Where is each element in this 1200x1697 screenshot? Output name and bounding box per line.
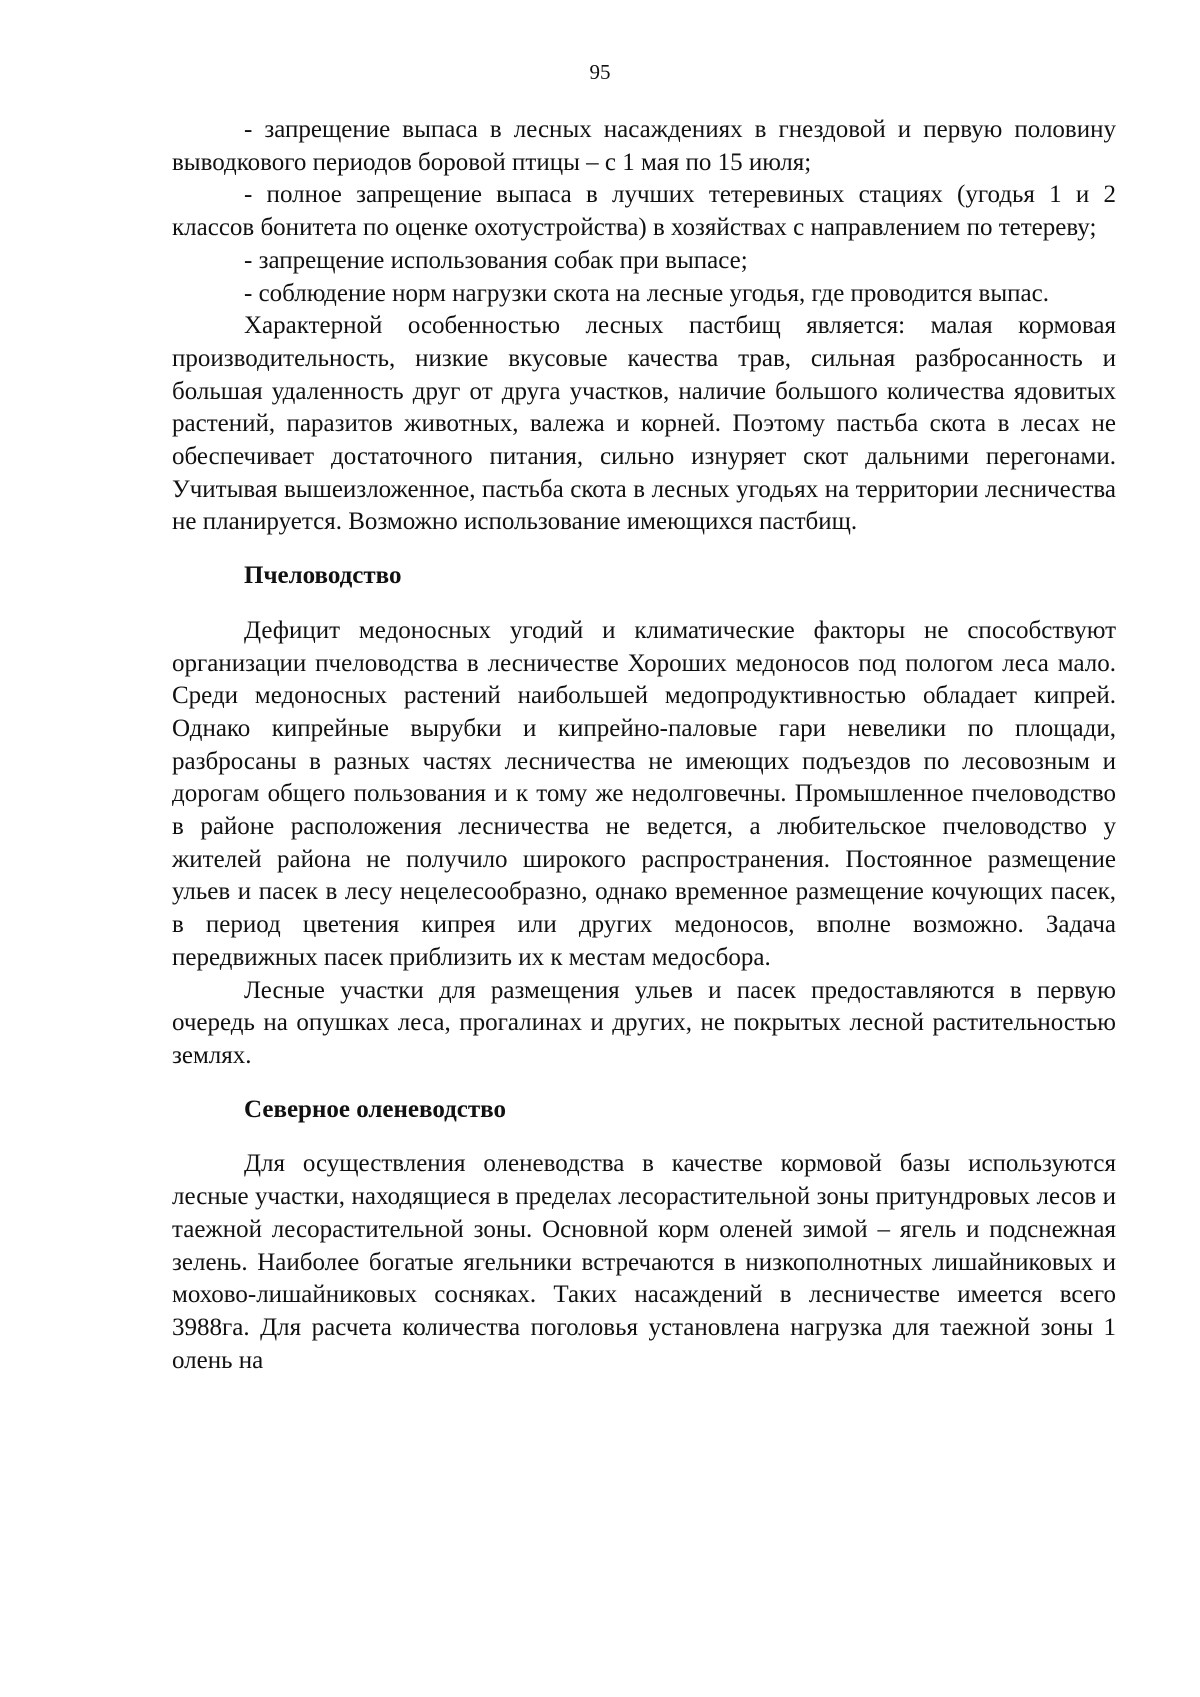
paragraph-beekeeping-plots: Лесные участки для размещения ульев и пасек предоставляются в первую очередь на опушках леса, прогалинах и других, не покрытых лесной растительностью землях. [172,976,1116,1069]
paragraph-reindeer-herding: Для осуществления оленеводства в качестве кормовой базы используются лесные участки, находящиеся в пределах лесорастительной зоны притундровых лесов и таежной лесорастительной зоны. Основной корм оленей зимой – ягель и подснежная зелень. Наиболее богатые ягельники встречаются в низкополнотных лишайниковых и мохово-лишайниковых сосняках. Таких насаждений в лесничестве имеется всего 3988га. Для расчета количества поголовья установлена нагрузка для таежной зоны 1 олень на [172,1150,1116,1374]
page-body [172,114,1116,1377]
page-number: 95 [589,60,611,84]
paragraph-grazing-ban-grouse: - полное запрещение выпаса в лучших тетеревиных стациях (угодья 1 и 2 классов бонитета по оценке охотустройства) в хозяйствах с направлением по тетереву; [172,181,1116,242]
heading-beekeeping: Пчеловодство [244,562,402,590]
paragraph-load-norms: - соблюдение норм нагрузки скота на лесные угодья, где проводится выпас. [244,279,1049,307]
paragraph-dog-ban: - запрещение использования собак при выпасе; [244,246,748,274]
heading-reindeer-herding: Северное оленеводство [244,1095,506,1123]
paragraph-beekeeping-deficit: Дефицит медоносных угодий и климатические факторы не способствуют организации пчеловодства в лесничестве Хороших медоносов под пологом леса мало. Среди медоносных растений наибольшей медопродуктивностью обладает кипрей. Однако кипрейные вырубки и кипрейно-паловые гари невелики по площади, разбросаны в разных частях лесничества не имеющих подъездов по лесовозным и дорогам общего пользования и к тому же недолговечны. Промышленное пчеловодство в районе расположения лесничества не ведется, а любительское пчеловодство у жителей района не получило широкого распространения. Постоянное размещение ульев и пасек в лесу нецелесообразно, однако временное размещение кочующих пасек, в период цветения кипрея или других медоносов, вполне возможно. Задача передвижных пасек приблизить их к местам медосбора. [172,616,1116,971]
paragraph-grazing-ban-nesting: - запрещение выпаса в лесных насаждениях в гнездовой и первую половину выводкового периодов боровой птицы – с 1 мая по 15 июля; [172,116,1116,176]
paragraph-forest-pastures: Характерной особенностью лесных пастбищ является: малая кормовая производительность, низкие вкусовые качества трав, сильная разбросанность и большая удаленность друг от друга участков, наличие большого количества ядовитых растений, паразитов животных, валежа и корней. Поэтому пастьба скота в лесах не обеспечивает достаточного питания, сильно изнуряет скот дальними перегонами. Учитывая вышеизложенное, пастьба скота в лесных угодьях на территории лесничества не планируется. Возможно использование имеющихся пастбищ. [172,312,1116,536]
